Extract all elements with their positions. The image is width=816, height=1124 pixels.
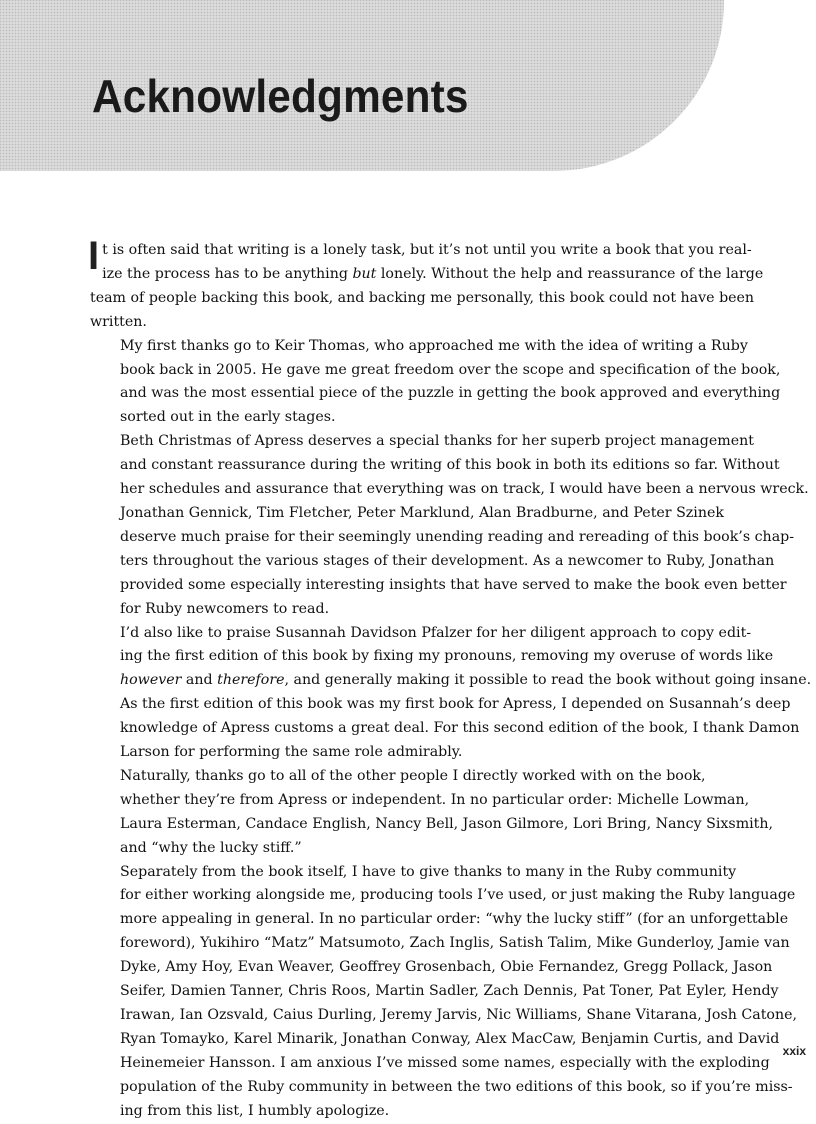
- text-line: for either working alongside me, producing tools I’ve used, or just making the Ruby language: [120, 887, 796, 904]
- paragraph-6: [90, 765, 774, 861]
- emphasis-text: but: [352, 265, 377, 282]
- text-line: book back in 2005. He gave me great freedom over the scope and specification of the book,: [120, 361, 781, 378]
- text-line: Separately from the book itself, I have to give thanks to many in the Ruby community: [120, 863, 737, 880]
- text-line: Laura Esterman, Candace English, Nancy Bell, Jason Gilmore, Lori Bring, Nancy Sixsmith,: [120, 815, 774, 832]
- text-line: [90, 669, 812, 693]
- text-line: Irawan, Ian Ozsvald, Caius Durling, Jeremy Jarvis, Nic Williams, Shane Vitarana, Josh Catone,: [120, 1007, 797, 1023]
- text-line: whether they’re from Apress or independent. In no particular order: Michelle Lowman,: [120, 791, 750, 808]
- text-line: written.: [90, 313, 147, 330]
- text-line: ters throughout the various stages of their development. As a newcomer to Ruby, Jonathan: [120, 552, 775, 569]
- text-line: I’d also like to praise Susannah Davidson Pfalzer for her diligent approach to copy edit-: [120, 624, 752, 641]
- paragraph-2: [90, 335, 781, 431]
- text-fragment: ize the process has to be anything: [102, 265, 353, 282]
- text-line: sorted out in the early stages.: [120, 409, 336, 426]
- emphasis-text: however: [120, 672, 182, 689]
- text-line: Jonathan Gennick, Tim Fletcher, Peter Marklund, Alan Bradburne, and Peter Szinek: [120, 504, 724, 521]
- text-line: more appealing in general. In no particular order: “why the lucky stiff” (for an unforgettable: [120, 911, 789, 928]
- emphasis-text: therefore: [217, 672, 285, 689]
- text-line: Larson for performing the same role admirably.: [120, 744, 463, 761]
- text-line: Seifer, Damien Tanner, Chris Roos, Martin Sadler, Zach Dennis, Pat Toner, Pat Eyler, Hendy: [120, 983, 779, 1000]
- text-line: Beth Christmas of Apress deserves a special thanks for her superb project management: [120, 433, 754, 450]
- text-line: team of people backing this book, and backing me personally, this book could not have been: [90, 289, 755, 306]
- paragraph-5: [90, 622, 812, 765]
- text-line: Dyke, Amy Hoy, Evan Weaver, Geoffrey Grosenbach, Obie Fernandez, Gregg Pollack, Jason: [120, 959, 773, 976]
- text-fragment: lonely. Without the help and reassurance of the large: [376, 265, 764, 282]
- text-line: and “why the lucky stiff.”: [120, 839, 302, 856]
- text-line: foreword), Yukihiro “Matz” Matsumoto, Zach Inglis, Satish Talim, Mike Gunderloy, Jamie van: [120, 935, 790, 952]
- paragraph-1: [88, 234, 764, 335]
- paragraph-3: [90, 430, 809, 502]
- text-line: for Ruby newcomers to read.: [120, 600, 330, 617]
- text-line: population of the Ruby community in between the two editions of this book, so if you’re miss-: [120, 1078, 793, 1095]
- text-line: deserve much praise for their seemingly unending reading and rereading of this book’s chap-: [120, 528, 795, 545]
- text-line: ing from this list, I humbly apologize.: [120, 1102, 390, 1119]
- text-fragment: , and generally making it possible to read the book without going insane.: [284, 672, 812, 689]
- text-line: and was the most essential piece of the puzzle in getting the book approved and everything: [120, 385, 781, 402]
- text-line: Naturally, thanks go to all of the other people I directly worked with on the book,: [120, 767, 706, 784]
- text-line: provided some especially interesting insights that have served to make the book even better: [120, 576, 787, 593]
- text-line: ing the first edition of this book by fixing my pronouns, removing my overuse of words like: [120, 648, 774, 665]
- text-fragment: and: [181, 672, 218, 689]
- paragraph-4: [90, 502, 795, 622]
- text-line: As the first edition of this book was my first book for Apress, I depended on Susannah’s deep: [120, 696, 791, 713]
- text-line: t is often said that writing is a lonely task, but it’s not until you write a book that you real-: [102, 242, 752, 258]
- text-line: knowledge of Apress customs a great deal. For this second edition of the book, I thank Damon: [120, 720, 800, 737]
- text-line: Ryan Tomayko, Karel Minarik, Jonathan Conway, Alex MacCaw, Benjamin Curtis, and David: [120, 1030, 780, 1047]
- chapter-title: Acknowledgments: [92, 70, 469, 122]
- text-line: and constant reassurance during the writing of this book in both its editions so far. Without: [120, 457, 780, 474]
- page-number: xxix: [782, 1044, 806, 1058]
- text-line: Heinemeier Hansson. I am anxious I’ve missed some names, especially with the exploding: [120, 1054, 770, 1071]
- drop-cap: I: [88, 234, 100, 278]
- text-line: [90, 263, 764, 287]
- text-line: her schedules and assurance that everything was on track, I would have been a nervous wreck.: [120, 481, 809, 498]
- text-line: My first thanks go to Keir Thomas, who approached me with the idea of writing a Ruby: [120, 337, 748, 354]
